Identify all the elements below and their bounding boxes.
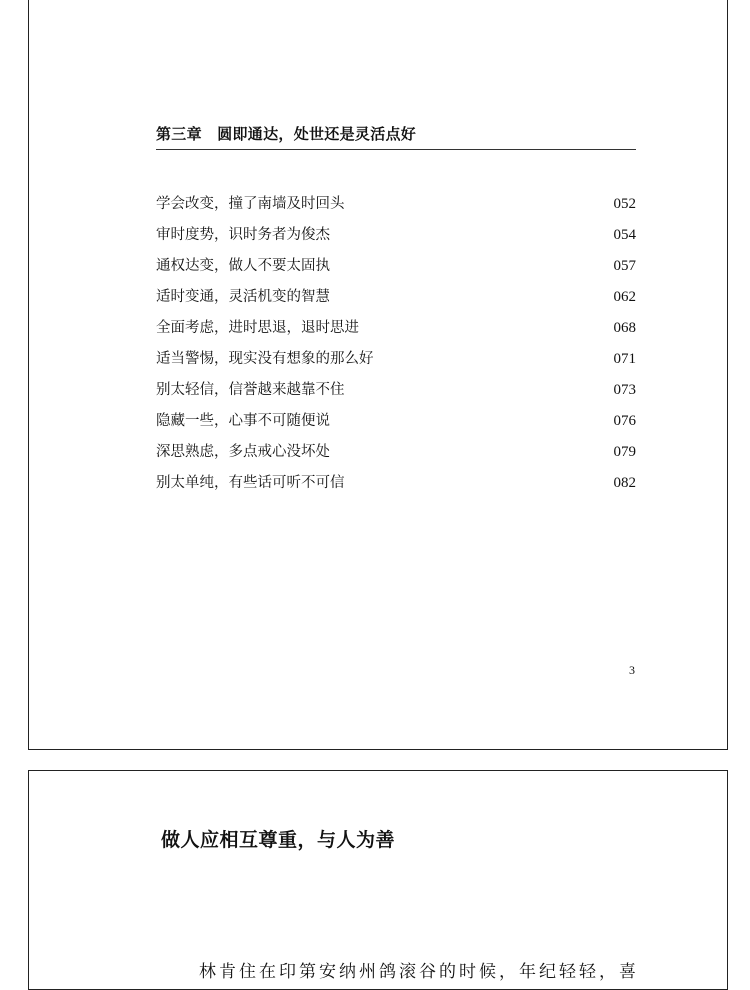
toc-item-page: 068 — [613, 320, 636, 336]
toc-item-page: 057 — [613, 258, 636, 274]
toc-item-label: 审时度势，识时务者为俊杰 — [156, 227, 330, 243]
toc-item — [156, 410, 636, 441]
toc-item-label: 适当警惕，现实没有想象的那么好 — [156, 351, 374, 367]
toc-item-page: 071 — [613, 351, 636, 367]
toc-item-page: 073 — [613, 382, 636, 398]
toc-item — [156, 317, 636, 348]
toc-item — [156, 472, 636, 503]
toc-item — [156, 224, 636, 255]
toc-item-label: 深思熟虑，多点戒心没坏处 — [156, 444, 330, 460]
toc-item-page: 062 — [613, 289, 636, 305]
toc-item — [156, 348, 636, 379]
toc-item-label: 适时变通，灵活机变的智慧 — [156, 289, 330, 305]
toc-item — [156, 379, 636, 410]
toc-item — [156, 441, 636, 472]
toc-item — [156, 255, 636, 286]
body-text: 林肯住在印第安纳州鸽滚谷的时候，年纪轻轻，喜 — [199, 962, 639, 982]
toc-item — [156, 286, 636, 317]
toc-item-page: 054 — [613, 227, 636, 243]
toc-item-page: 079 — [613, 444, 636, 460]
chapter-title: 第三章 圆即通达，处世还是灵活点好 — [156, 125, 417, 143]
toc-item-label: 全面考虑，进时思退，退时思进 — [156, 320, 359, 336]
toc-item-label: 学会改变，撞了南墙及时回头 — [156, 196, 345, 212]
toc-item-page: 082 — [613, 475, 636, 491]
toc-item-label: 通权达变，做人不要太固执 — [156, 258, 330, 274]
page-number: 3 — [629, 663, 635, 677]
section-title: 做人应相互尊重，与人为善 — [161, 829, 396, 851]
chapter-header — [156, 123, 636, 150]
toc-item-page: 076 — [613, 413, 636, 429]
toc-item-label: 别太单纯，有些话可听不可信 — [156, 475, 345, 491]
book-page-bottom — [28, 770, 728, 990]
book-page-top — [28, 0, 728, 750]
toc-item — [156, 193, 636, 224]
toc-item-label: 别太轻信，信誉越来越靠不住 — [156, 382, 345, 398]
toc-item-page: 052 — [613, 196, 636, 212]
table-of-contents — [156, 193, 636, 503]
toc-item-label: 隐藏一些，心事不可随便说 — [156, 413, 330, 429]
